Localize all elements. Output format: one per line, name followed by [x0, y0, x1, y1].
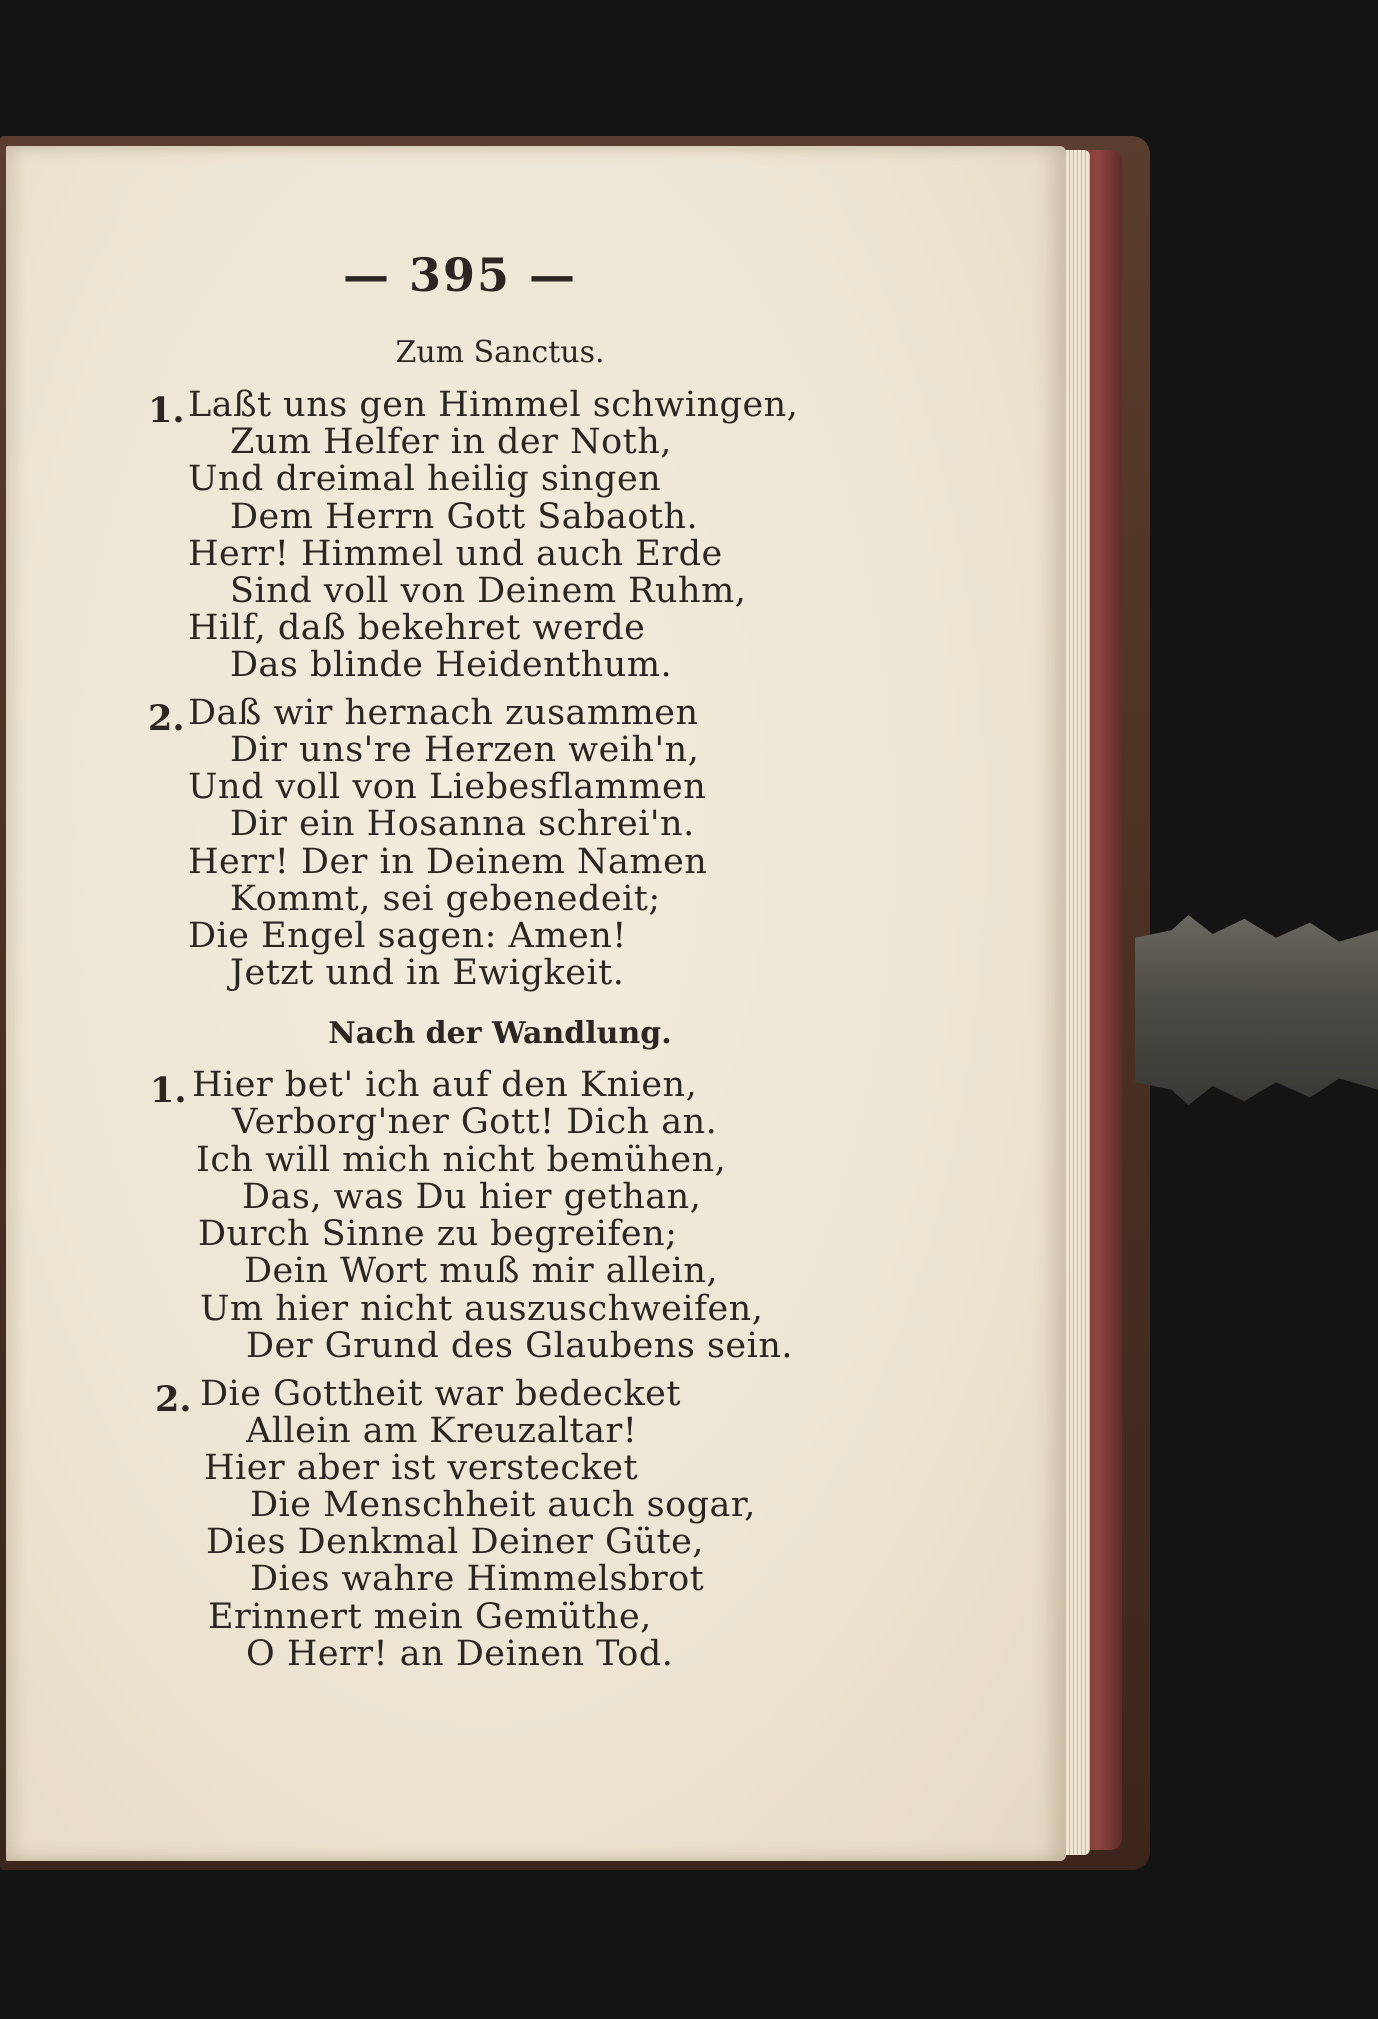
- verse-line: Dein Wort muß mir allein,: [244, 1251, 719, 1291]
- verse-line: Hilf, daß bekehret werde: [188, 608, 646, 648]
- verse-line: Zum Helfer in der Noth,: [230, 422, 672, 462]
- verse-line: Das, was Du hier gethan,: [242, 1177, 702, 1217]
- verse-number: 1.: [148, 390, 185, 431]
- verse-line: Hier aber ist verstecket: [204, 1448, 639, 1488]
- verse-line: Kommt, sei gebenedeit;: [230, 879, 661, 919]
- section-heading-sanctus: Zum Sanctus.: [395, 335, 605, 370]
- verse-number: 2.: [148, 698, 185, 739]
- verse-line: Dies Denkmal Deiner Güte,: [206, 1522, 704, 1562]
- verse-line: Daß wir hernach zusammen: [188, 693, 699, 733]
- verse-line: Jetzt und in Ewigkeit.: [230, 953, 625, 993]
- verse-line: Erinnert mein Gemüthe,: [208, 1597, 652, 1637]
- verse-line: Verborg'ner Gott! Dich an.: [232, 1102, 718, 1142]
- clasp-icon: [1135, 915, 1378, 1105]
- page-number: — 395 —: [342, 248, 578, 302]
- verse-line: Der Grund des Glaubens sein.: [246, 1326, 793, 1366]
- verse-line: Die Menschheit auch sogar,: [250, 1485, 756, 1525]
- verse-line: Laßt uns gen Himmel schwingen,: [188, 385, 799, 425]
- verse-line: Dem Herrn Gott Sabaoth.: [230, 497, 699, 537]
- verse-line: Herr! Himmel und auch Erde: [188, 534, 723, 574]
- verse-line: Sind voll von Deinem Ruhm,: [230, 571, 747, 611]
- verse-line: Ich will mich nicht bemühen,: [196, 1140, 727, 1180]
- verse-line: Dir uns're Herzen weih'n,: [230, 730, 700, 770]
- verse-line: Allein am Kreuzaltar!: [246, 1411, 638, 1451]
- verse-line: Und dreimal heilig singen: [188, 459, 662, 499]
- verse-line: Die Engel sagen: Amen!: [188, 916, 627, 956]
- verse-number: 1.: [150, 1070, 187, 1111]
- verse-line: Das blinde Heidenthum.: [230, 645, 673, 685]
- verse-number: 2.: [155, 1379, 192, 1420]
- verse-line: Dir ein Hosanna schrei'n.: [230, 804, 695, 844]
- verse-line: Die Gottheit war bedecket: [200, 1374, 681, 1414]
- verse-line: O Herr! an Deinen Tod.: [246, 1634, 674, 1674]
- verse-line: Um hier nicht auszuschweifen,: [200, 1289, 764, 1329]
- verse-line: Herr! Der in Deinem Namen: [188, 842, 708, 882]
- section-heading-wandlung: Nach der Wandlung.: [328, 1016, 672, 1051]
- verse-line: Durch Sinne zu begreifen;: [198, 1214, 678, 1254]
- verse-line: Hier bet' ich auf den Knien,: [192, 1065, 698, 1105]
- verse-line: Dies wahre Himmelsbrot: [250, 1559, 705, 1599]
- verse-line: Und voll von Liebesflammen: [188, 767, 707, 807]
